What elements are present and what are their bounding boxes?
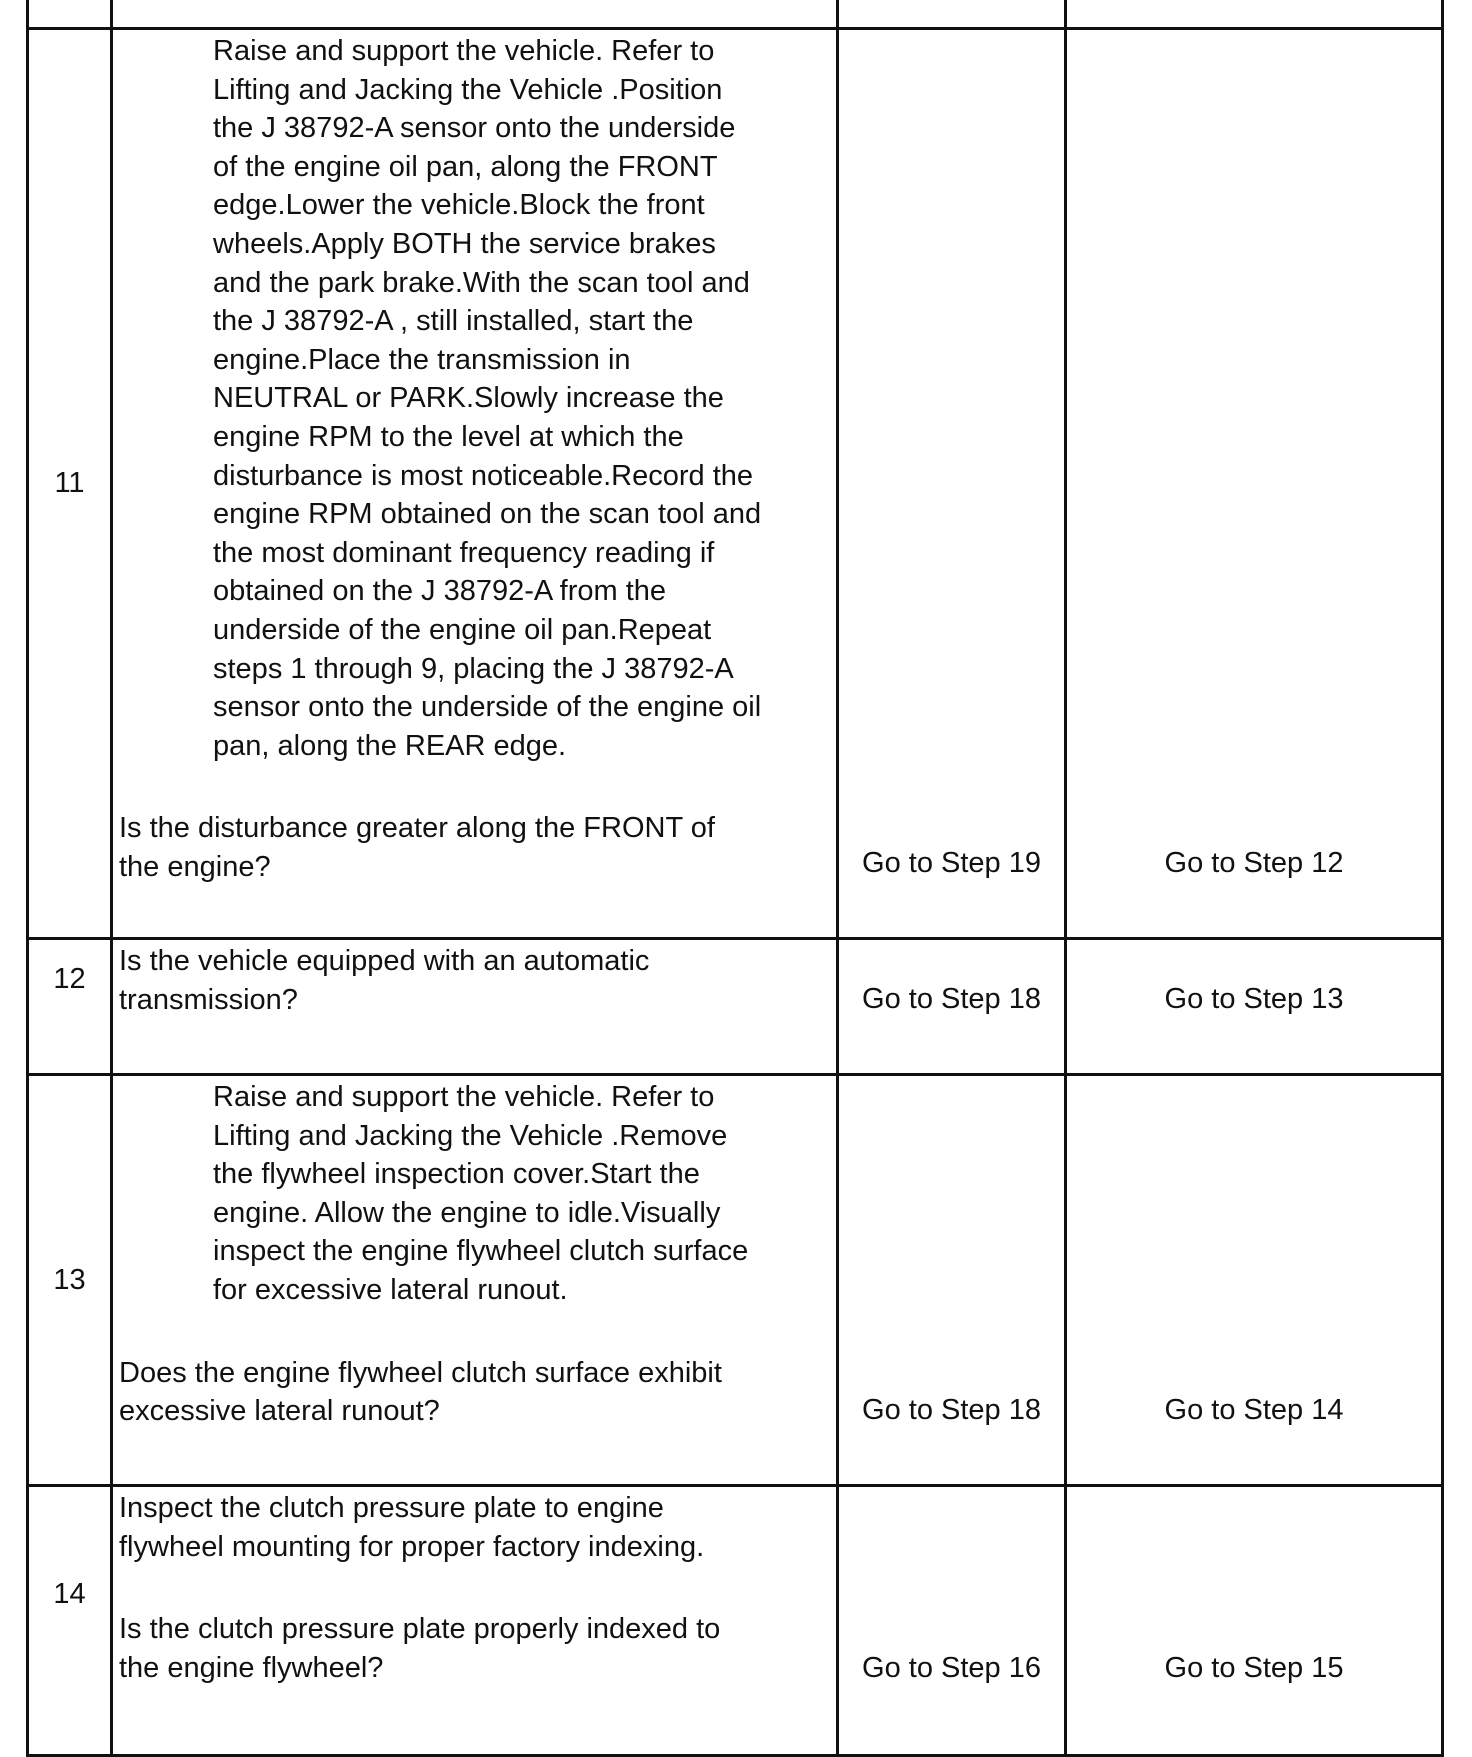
text-line: disturbance is most noticeable.Record the: [213, 459, 754, 492]
text-line: Raise and support the vehicle. Refer to: [213, 35, 715, 67]
table-row-step-13: [28, 1075, 1443, 1486]
action-cell: [112, 939, 838, 1075]
text-line: engine. Allow the engine to idle.Visually: [213, 1196, 721, 1229]
no-cell: [1066, 939, 1443, 1075]
action-cell-partial: [112, 0, 838, 29]
text-line: steps 1 through 9, placing the J 38792-A: [213, 652, 734, 685]
yes-cell: [838, 1486, 1066, 1756]
text-line: wheels.Apply BOTH the service brakes: [213, 227, 716, 260]
text-line: engine RPM obtained on the scan tool and: [213, 498, 762, 531]
text-line: Inspect the clutch pressure plate to engine: [119, 1492, 664, 1524]
text-line: Lifting and Jacking the Vehicle .Remove: [213, 1119, 728, 1152]
step-number: 14: [28, 1486, 112, 1756]
intro-text: [113, 1487, 836, 1566]
yes-cell-partial: [838, 0, 1066, 29]
action-cell: [112, 29, 838, 939]
instruction-text: [113, 1076, 836, 1310]
table-row-step-11: [28, 29, 1443, 939]
text-line: Is the vehicle equipped with an automatic: [119, 945, 650, 977]
table-row-step-12: [28, 939, 1443, 1075]
text-line: Is the disturbance greater along the FRONT of: [119, 812, 715, 845]
text-line: sensor onto the underside of the engine oil: [213, 691, 762, 724]
no-result: Go to Step 13: [1164, 983, 1344, 1016]
no-cell-partial: [1066, 0, 1443, 29]
yes-cell: [838, 939, 1066, 1075]
question-text: [113, 809, 836, 886]
text-line: the most dominant frequency reading if: [213, 536, 715, 569]
diagnostic-table: [26, 0, 1444, 1757]
text-line: of the engine oil pan, along the FRONT: [213, 150, 718, 183]
instruction-text: [113, 30, 836, 765]
step-number: 11: [28, 29, 112, 939]
table-row-step-14: [28, 1486, 1443, 1756]
yes-result: Go to Step 18: [862, 1394, 1041, 1427]
text-line: the engine flywheel?: [119, 1651, 384, 1684]
table-row-partial: [28, 0, 1443, 29]
no-result: Go to Step 15: [1164, 1652, 1344, 1684]
yes-cell: [838, 1075, 1066, 1486]
text-line: engine.Place the transmission in: [213, 343, 631, 376]
text-line: Is the clutch pressure plate properly indexed to: [119, 1613, 721, 1646]
text-line: Does the engine flywheel clutch surface exhibit: [119, 1356, 722, 1389]
question-text: [113, 1610, 836, 1687]
text-line: pan, along the REAR edge.: [213, 729, 567, 762]
text-line: for excessive lateral runout.: [213, 1273, 568, 1306]
no-cell: [1066, 1486, 1443, 1756]
text-line: and the park brake.With the scan tool and: [213, 266, 750, 299]
yes-cell: [838, 29, 1066, 939]
text-line: edge.Lower the vehicle.Block the front: [213, 189, 705, 222]
no-cell: [1066, 1075, 1443, 1486]
step-number: 12: [28, 939, 112, 1075]
text-line: the engine?: [119, 850, 271, 883]
no-cell: [1066, 29, 1443, 939]
yes-result: Go to Step 16: [862, 1652, 1041, 1684]
question-text: [113, 940, 836, 1019]
text-line: obtained on the J 38792-A from the: [213, 575, 667, 608]
text-line: excessive lateral runout?: [119, 1395, 440, 1428]
text-line: the flywheel inspection cover.Start the: [213, 1158, 700, 1191]
text-line: the J 38792-A , still installed, start the: [213, 305, 694, 338]
text-line: Raise and support the vehicle. Refer to: [213, 1081, 715, 1113]
no-result: Go to Step 14: [1164, 1394, 1344, 1427]
text-line: inspect the engine flywheel clutch surface: [213, 1235, 749, 1268]
action-cell: [112, 1075, 838, 1486]
text-line: NEUTRAL or PARK.Slowly increase the: [213, 382, 724, 415]
text-line: the J 38792-A sensor onto the underside: [213, 112, 736, 145]
text-line: engine RPM to the level at which the: [213, 420, 684, 453]
action-cell: [112, 1486, 838, 1756]
yes-result: Go to Step 18: [862, 983, 1041, 1016]
step-cell-partial: [28, 0, 112, 29]
no-result: Go to Step 12: [1164, 847, 1344, 880]
question-text: [113, 1354, 836, 1431]
text-line: transmission?: [119, 983, 298, 1016]
yes-result: Go to Step 19: [862, 847, 1041, 880]
text-line: flywheel mounting for proper factory indexing.: [119, 1530, 705, 1563]
step-number: 13: [28, 1075, 112, 1486]
text-line: Lifting and Jacking the Vehicle .Position: [213, 73, 723, 106]
text-line: underside of the engine oil pan.Repeat: [213, 613, 712, 646]
